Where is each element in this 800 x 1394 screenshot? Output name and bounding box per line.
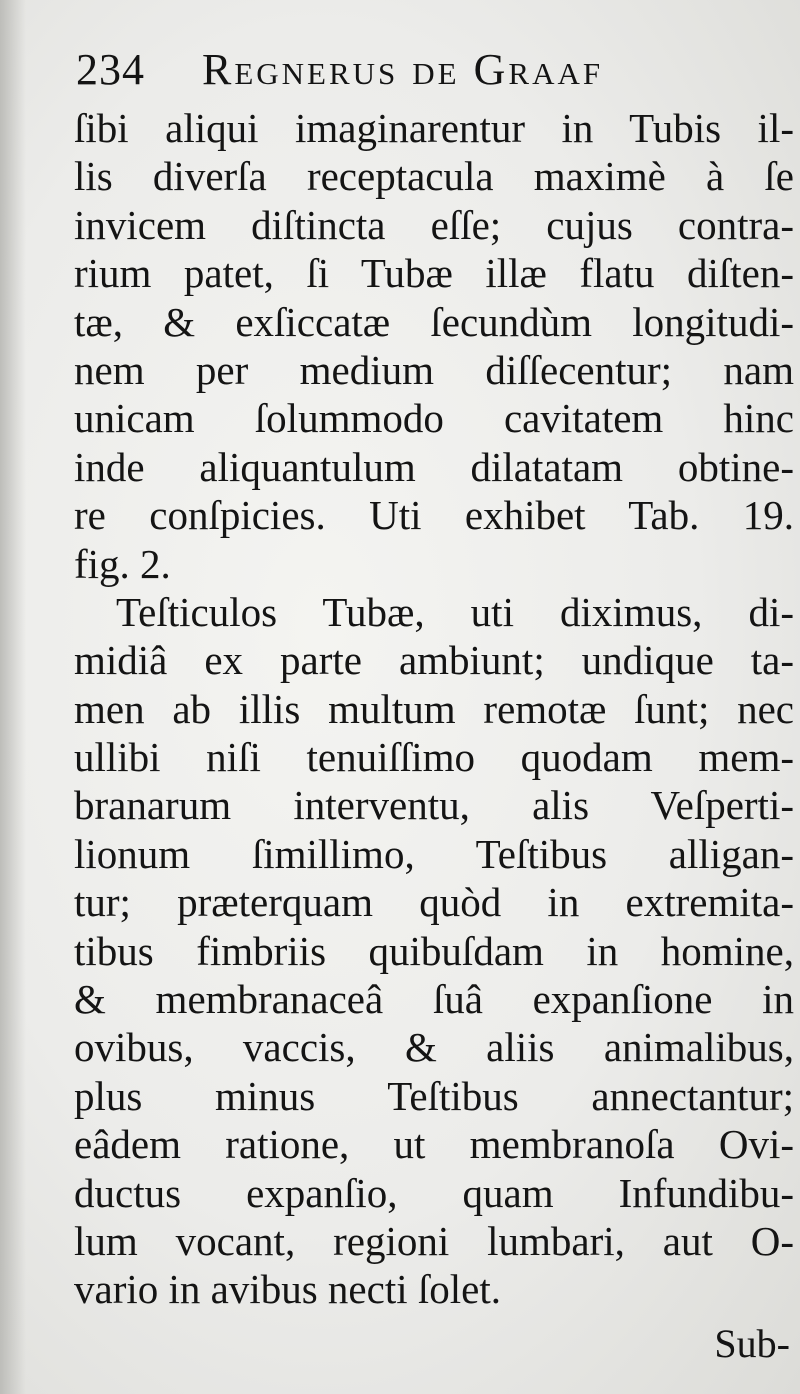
text-line: tur; præterquam quòd in extremita- — [74, 879, 794, 926]
gutter-shadow — [0, 0, 26, 1394]
text-line: fig. 2. — [74, 540, 171, 587]
text-line: lionum ſimillimo, Teſtibus alligan- — [74, 830, 794, 877]
text-line: ductus expanſio, quam Infundibu- — [74, 1169, 794, 1216]
text-line: rium patet, ſi Tubæ illæ flatu diſten- — [74, 250, 794, 297]
text-line: ſibi aliqui imaginarentur in Tubis il- — [74, 105, 794, 151]
body-text — [74, 104, 794, 1314]
paragraph-first-line: Teſticulos Tubæ, uti diximus, di- — [116, 588, 794, 635]
text-line: branarum interventu, alis Veſperti- — [74, 782, 794, 829]
text-line: & membranaceâ ſuâ expanſione in — [74, 976, 794, 1023]
text-line: midiâ ex parte ambiunt; undique ta- — [74, 637, 794, 684]
page-header — [76, 40, 776, 100]
text-line: vario in avibus necti ſolet. — [74, 1266, 501, 1313]
text-line: nem per medium diſſecentur; nam — [74, 346, 794, 393]
text-line: ullibi niſi tenuiſſimo quodam mem- — [74, 734, 794, 781]
text-line: re conſpicies. Uti exhibet Tab. 19. — [74, 492, 794, 539]
catchword: Sub- — [714, 1321, 790, 1366]
text-line: lis diverſa receptacula maximè à ſe — [74, 153, 794, 200]
text-line: plus minus Teſtibus annectantur; — [74, 1072, 794, 1119]
running-head: Regnerus de Graaf — [202, 45, 604, 94]
text-line: eâdem ratione, ut membranoſa Ovi- — [74, 1121, 794, 1168]
page-number: 234 — [76, 45, 145, 94]
text-line: unicam ſolummodo cavitatem hinc — [74, 395, 794, 442]
text-line: inde aliquantulum dilatatam obtine- — [74, 443, 794, 490]
text-line: tibus fimbriis quibuſdam in homine, — [74, 927, 794, 974]
text-line: lum vocant, regioni lumbari, aut O- — [74, 1217, 794, 1264]
text-line: invicem diſtincta eſſe; cujus contra- — [74, 201, 794, 248]
text-line: tæ, & exſiccatæ ſecundùm longitudi- — [74, 298, 794, 345]
text-line: men ab illis multum remotæ ſunt; nec — [74, 685, 794, 732]
text-line: ovibus, vaccis, & aliis animalibus, — [74, 1024, 794, 1071]
